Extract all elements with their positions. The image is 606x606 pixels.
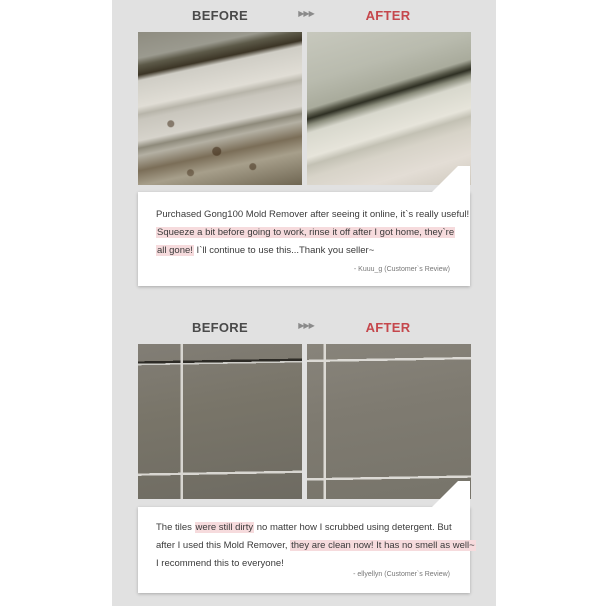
review-line-text: I recommend this to everyone!	[156, 558, 284, 569]
review-text-2	[156, 519, 475, 573]
review-line	[156, 224, 460, 242]
review-credit: - ellyellyn (Customer`s Review)	[353, 571, 450, 578]
after-photo-tiles	[307, 344, 471, 499]
review-highlight: all gone!	[157, 245, 193, 256]
review-card-1	[138, 192, 470, 286]
review-line	[156, 242, 460, 260]
review-credit: - Kuuu_g (Customer`s Review)	[353, 266, 450, 273]
arrows-icon: ▶▶▶	[298, 9, 314, 18]
review-line	[156, 519, 460, 537]
labels-row-2	[137, 320, 470, 342]
review-highlight: Squeeze a bit before going to work, rinse it off after I got home, they`re	[157, 227, 455, 238]
review-highlight: they are clean now! It has no smell as well~	[291, 540, 475, 551]
review-highlight: were still dirty	[195, 522, 254, 533]
review-line-text: I`ll continue to use this...Thank you seller~	[193, 245, 375, 256]
after-label: AFTER	[365, 320, 411, 335]
review-text-1	[156, 206, 470, 260]
after-photo-bathtub-edge	[307, 32, 471, 185]
labels-row-1	[137, 8, 470, 30]
review-line	[156, 537, 475, 555]
review-card-2	[138, 507, 475, 593]
arrows-icon: ▶▶▶	[298, 321, 314, 330]
review-line	[156, 206, 470, 224]
review-line-text: The tiles	[156, 522, 195, 533]
card-pointer	[432, 166, 470, 192]
before-label: BEFORE	[192, 8, 248, 23]
before-photo-tiles	[138, 344, 302, 499]
before-label: BEFORE	[192, 320, 248, 335]
review-line-text: Purchased Gong100 Mold Remover after seeing it online, it`s really useful!	[156, 209, 470, 220]
card-pointer	[432, 481, 470, 507]
review-line-text: after I used this Mold Remover,	[156, 540, 291, 551]
review-line-text: no matter how I scrubbed using detergent. But	[254, 522, 452, 533]
before-photo-bathtub-edge	[138, 32, 302, 185]
after-label: AFTER	[365, 8, 411, 23]
